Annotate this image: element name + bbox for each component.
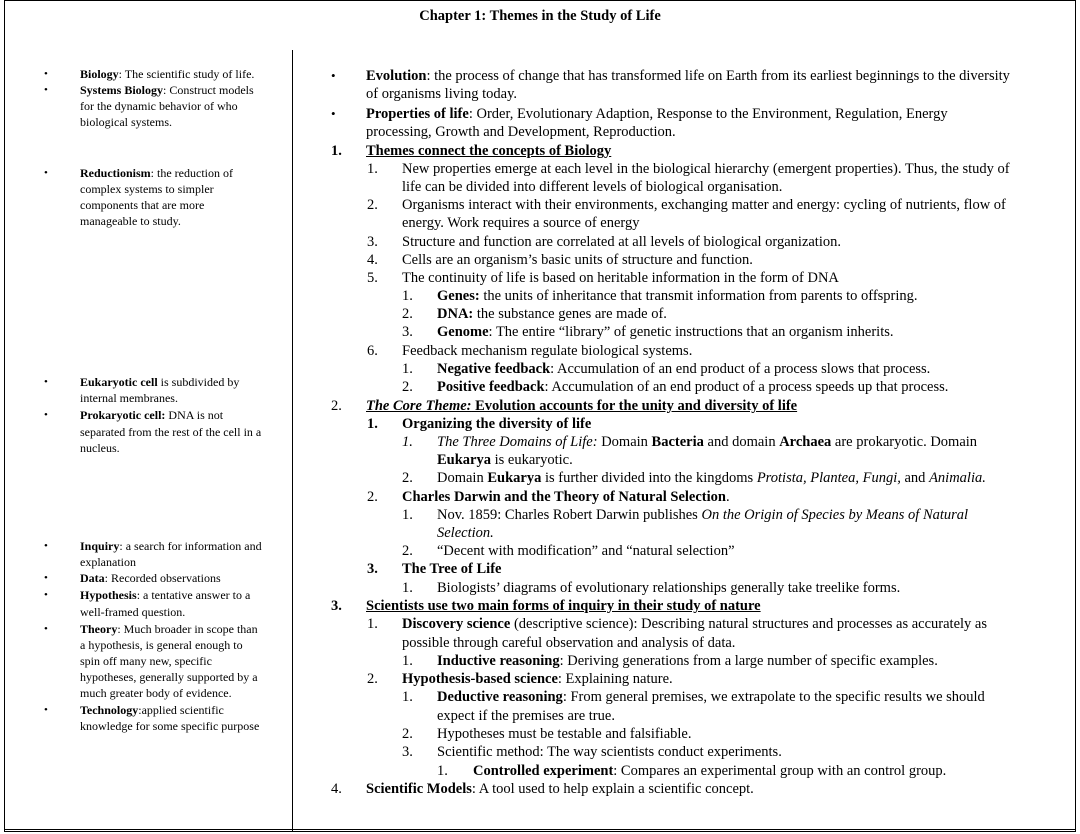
section-heading: Scientists use two main forms of inquiry in their study of nature <box>366 598 761 614</box>
section-number: 4. <box>331 781 342 797</box>
sidebar-item: Hypothesis: a tentative answer to a <box>80 588 251 602</box>
bullet-icon: • <box>44 68 48 80</box>
sidebar-text: knowledge for some specific purpose <box>80 719 260 733</box>
list-item: Structure and function are correlated at all levels of biological organization. <box>402 234 841 250</box>
section-number: 2. <box>331 398 342 414</box>
main-text: expect if the premises are true. <box>437 708 615 724</box>
sidebar-item: Eukaryotic cell is subdivided by <box>80 375 240 389</box>
item-number: 2. <box>402 306 413 322</box>
sidebar-text: separated from the rest of the cell in a <box>80 425 262 439</box>
main-text: possible through careful observation and analysis of data. <box>402 635 736 651</box>
main-text: of organisms living today. <box>366 86 518 102</box>
main-text: processing, Growth and Development, Reproduction. <box>366 124 676 140</box>
main-text: life can be divided into different levels of biological organisation. <box>402 179 783 195</box>
column-divider <box>292 50 293 832</box>
main-text: Selection. <box>437 525 494 541</box>
bullet-icon: • <box>44 623 48 635</box>
list-item: DNA: the substance genes are made of. <box>437 306 667 322</box>
sidebar-item: Theory: Much broader in scope than <box>80 622 258 636</box>
item-number: 1. <box>402 689 413 705</box>
item-number: 2. <box>367 489 378 505</box>
list-item: “Decent with modification” and “natural selection” <box>437 543 735 559</box>
sidebar-text: explanation <box>80 555 136 569</box>
main-text: Eukarya is eukaryotic. <box>437 452 573 468</box>
subsection-heading: Organizing the diversity of life <box>402 416 592 432</box>
main-text: energy. Work requires a source of energy <box>402 215 640 231</box>
list-item: Positive feedback: Accumulation of an end product of a process speeds up that process. <box>437 379 949 395</box>
bullet-icon: • <box>331 68 336 83</box>
list-item: Feedback mechanism regulate biological systems. <box>402 343 693 359</box>
item-number: 2. <box>402 726 413 742</box>
list-item: New properties emerge at each level in the biological hierarchy (emergent properties). Thus, the study of <box>402 161 1010 177</box>
bullet-icon: • <box>44 540 48 552</box>
page-title: Chapter 1: Themes in the Study of Life <box>419 8 661 24</box>
item-number: 2. <box>367 671 378 687</box>
item-number: 1. <box>402 507 413 523</box>
properties-of-life: Properties of life: Order, Evolutionary Adaption, Response to the Environment, Regulation, Energy <box>366 106 948 122</box>
item-number: 1. <box>367 416 378 432</box>
list-item: Nov. 1859: Charles Robert Darwin publishes On the Origin of Species by Means of Natural <box>437 507 969 523</box>
sidebar-text: components that are more <box>80 198 205 212</box>
list-item: Scientific method: The way scientists conduct experiments. <box>437 744 782 760</box>
bullet-icon: • <box>44 572 48 584</box>
sidebar-item: Biology: The scientific study of life. <box>80 67 255 81</box>
item-number: 2. <box>402 379 413 395</box>
list-item: The Three Domains of Life: Domain Bacteria and domain Archaea are prokaryotic. Domain <box>437 434 978 450</box>
subsection-heading: The Tree of Life <box>402 561 502 577</box>
list-item: Inductive reasoning: Deriving generations from a large number of specific examples. <box>437 653 938 669</box>
item-number: 6. <box>367 343 378 359</box>
section-heading: The Core Theme: Evolution accounts for the unity and diversity of life <box>366 398 798 414</box>
item-number: 1. <box>367 161 378 177</box>
list-item: Scientific Models: A tool used to help explain a scientific concept. <box>366 781 754 797</box>
item-number: 3. <box>402 324 413 340</box>
sidebar-text: biological systems. <box>80 115 172 129</box>
list-item: Genome: The entire “library” of genetic instructions that an organism inherits. <box>437 324 894 340</box>
list-item: Hypotheses must be testable and falsifiable. <box>437 726 692 742</box>
item-number: 1. <box>402 434 413 450</box>
sidebar-item: Systems Biology: Construct models <box>80 83 254 97</box>
subsection-heading: Charles Darwin and the Theory of Natural Selection. <box>402 489 730 505</box>
list-item: Biologists’ diagrams of evolutionary relationships generally take treelike forms. <box>437 580 901 596</box>
list-item: Genes: the units of inheritance that transmit information from parents to offspring. <box>437 288 918 304</box>
sidebar-text: nucleus. <box>80 441 120 455</box>
bullet-icon: • <box>44 167 48 179</box>
item-number: 2. <box>367 197 378 213</box>
sidebar-item: Inquiry: a search for information and <box>80 539 262 553</box>
item-number: 1. <box>367 616 378 632</box>
list-item: Controlled experiment: Compares an experimental group with an control group. <box>473 763 947 779</box>
sidebar-text: complex systems to simpler <box>80 182 214 196</box>
sidebar-item: Data: Recorded observations <box>80 571 221 585</box>
item-number: 5. <box>367 270 378 286</box>
sidebar-text: a hypothesis, is general enough to <box>80 638 243 652</box>
list-item: Domain Eukarya is further divided into the kingdoms Protista, Plantea, Fungi, and Animalia. <box>437 470 986 486</box>
bottom-rule <box>4 829 1076 830</box>
item-number: 1. <box>402 361 413 377</box>
list-item: Discovery science (descriptive science): Describing natural structures and processes as accurately as <box>402 616 987 632</box>
sidebar-text: well-framed question. <box>80 605 186 619</box>
sidebar-text: much greater body of evidence. <box>80 686 232 700</box>
item-number: 1. <box>437 763 448 779</box>
section-number: 3. <box>331 598 342 614</box>
sidebar-item: Prokaryotic cell: DNA is not <box>80 408 224 422</box>
item-number: 3. <box>402 744 413 760</box>
item-number: 1. <box>402 288 413 304</box>
sidebar-text: spin off many new, specific <box>80 654 212 668</box>
list-item: Deductive reasoning: From general premises, we extrapolate to the specific results we should <box>437 689 985 705</box>
item-number: 2. <box>402 470 413 486</box>
list-item: Organisms interact with their environments, exchanging matter and energy: cycling of nutrients, flow of <box>402 197 1006 213</box>
list-item: The continuity of life is based on heritable information in the form of DNA <box>402 270 839 286</box>
sidebar-item: Reductionism: the reduction of <box>80 166 233 180</box>
sidebar-item: Technology:applied scientific <box>80 703 224 717</box>
bullet-icon: • <box>44 589 48 601</box>
item-number: 3. <box>367 234 378 250</box>
sidebar-text: internal membranes. <box>80 391 178 405</box>
list-item: Negative feedback: Accumulation of an end product of a process slows that process. <box>437 361 931 377</box>
sidebar-text: manageable to study. <box>80 214 181 228</box>
section-number: 1. <box>331 143 342 159</box>
sidebar-text: for the dynamic behavior of who <box>80 99 238 113</box>
bullet-icon: • <box>44 409 48 421</box>
list-item: Hypothesis-based science: Explaining nature. <box>402 671 673 687</box>
section-heading: Themes connect the concepts of Biology <box>366 143 612 159</box>
bullet-icon: • <box>331 106 336 121</box>
evolution-definition: Evolution: the process of change that has transformed life on Earth from its earliest beginnings to the diversity <box>366 68 1010 84</box>
list-item: Cells are an organism’s basic units of structure and function. <box>402 252 753 268</box>
sidebar-text: hypotheses, generally supported by a <box>80 670 258 684</box>
bullet-icon: • <box>44 84 48 96</box>
item-number: 1. <box>402 580 413 596</box>
bullet-icon: • <box>44 704 48 716</box>
item-number: 4. <box>367 252 378 268</box>
item-number: 3. <box>367 561 378 577</box>
item-number: 1. <box>402 653 413 669</box>
item-number: 2. <box>402 543 413 559</box>
bullet-icon: • <box>44 376 48 388</box>
